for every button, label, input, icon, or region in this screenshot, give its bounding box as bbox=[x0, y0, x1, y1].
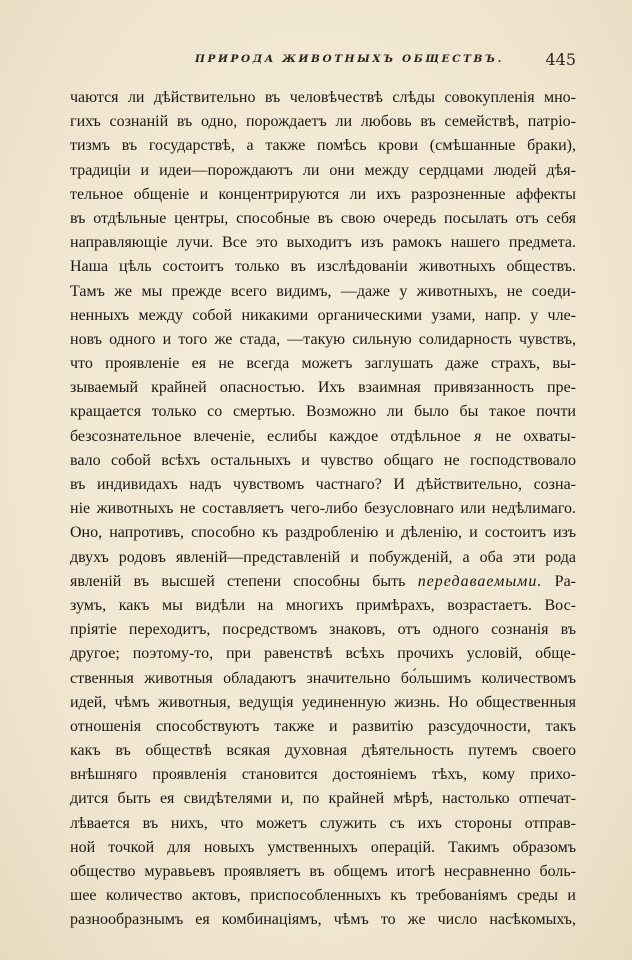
text-line: новъ одного и того же стада, —такую сильную солидарность чувствъ, bbox=[70, 330, 576, 348]
text-line: вало собой всѣхъ остальныхъ и чувство общаго не господствовало bbox=[70, 451, 576, 469]
text-line: лѣвается въ нихъ, что можетъ служить съ ихъ стороны отправ- bbox=[70, 814, 576, 832]
text-line: пріятіе переходитъ, посредствомъ знаковъ, отъ одного сознанія въ bbox=[70, 621, 576, 639]
text-line: внѣшняго проявленія становится достояніемъ тѣхъ, кому прихо- bbox=[70, 766, 576, 784]
running-title: ПРИРОДА ЖИВОТНЫХЪ ОБЩЕСТВЪ. bbox=[195, 53, 504, 65]
text-line: чаются ли дѣйствительно въ человѣчествѣ слѣды совокупленія мно- bbox=[70, 89, 576, 106]
text-line: ненныхъ между собой никакими органическими узами, напр. у чле- bbox=[70, 306, 576, 324]
text-line: шее количество актовъ, приспособленныхъ къ требованіямъ среды и bbox=[70, 887, 576, 905]
text-line: ной точкой для новыхъ умственныхъ операцій. Такимъ образомъ bbox=[70, 838, 576, 856]
text-line: какъ въ обществѣ всякая духовная дѣятельность путемъ своего bbox=[70, 742, 576, 760]
text-line: другое; поэтому-то, при равенствѣ всѣхъ прочихъ условій, обще- bbox=[70, 645, 576, 663]
text-line: отношенія способствуютъ также и развитію разсудочности, такъ bbox=[70, 717, 576, 735]
emphasized-word: передаваемыми. bbox=[417, 572, 543, 590]
running-header bbox=[70, 50, 576, 72]
text-line: общество муравьевъ проявляетъ въ общемъ итогѣ несравненно боль- bbox=[70, 863, 576, 880]
text-line: въ индивидахъ надъ чувствомъ частнаго? И дѣйствительно, созна- bbox=[70, 476, 576, 493]
text-line: въ отдѣльные центры, способные въ свою очередь посылать отъ себя bbox=[70, 209, 576, 227]
emphasized-word: я bbox=[460, 427, 496, 445]
text-line: безсознательное влеченіе, еслибы каждое отдѣльное я не охваты- bbox=[70, 427, 577, 445]
text-line: ственныя животныя обладаютъ значительно бо́льшимъ количествомъ bbox=[70, 669, 576, 687]
text-line: Тамъ же мы прежде всего видимъ, —даже у животныхъ, не соеди- bbox=[70, 282, 576, 300]
text-line: традиціи и идеи—порождаютъ ли они между сердцами людей дѣя- bbox=[70, 161, 576, 179]
text-line: что проявленіе ея не всегда можетъ заглушать даже страхъ, вы- bbox=[70, 355, 576, 373]
text-line: явленій въ высшей степени способны быть передаваемыми. Ра- bbox=[70, 572, 577, 590]
text-line: Оно, напротивъ, способно къ раздробленію и дѣленію, и состоитъ изъ bbox=[70, 524, 576, 542]
text-line: кращается только со смертью. Возможно ли было бы такое почти bbox=[70, 403, 576, 421]
text-line: зумъ, какъ мы видѣли на многихъ примѣрахъ, возрастаетъ. Вос- bbox=[70, 596, 576, 614]
text-line: двухъ родовъ явленій—представленій и побужденій, а оба эти рода bbox=[70, 548, 576, 566]
text-line: Наша цѣль состоитъ только въ изслѣдованіи животныхъ обществъ. bbox=[70, 258, 576, 276]
page-number: 445 bbox=[545, 50, 576, 69]
text-line: разнообразнымъ ея комбинаціямъ, чѣмъ то же число насѣкомыхъ, bbox=[70, 911, 576, 929]
text-line: ніе животныхъ не составляетъ чего-либо безусловнаго или недѣлимаго. bbox=[70, 500, 576, 518]
text-line: идей, чѣмъ животныя, ведущія уединенную жизнь. Но общественныя bbox=[70, 693, 576, 711]
text-line: дится быть ея свидѣтелями и, по крайней мѣрѣ, настолько отпечат- bbox=[70, 790, 576, 808]
text-line: направляющіе лучи. Все это выходитъ изъ рамокъ нашего предмета. bbox=[70, 234, 576, 252]
body-text bbox=[70, 86, 576, 933]
text-line: тельное общеніе и концентрируются ли ихъ разрозненные аффекты bbox=[70, 185, 576, 203]
text-line: тизмъ въ государствѣ, а также помѣсь крови (смѣшанные браки), bbox=[70, 137, 576, 155]
text-line: зываемый крайней опасностью. Ихъ взаимная привязанность пре- bbox=[70, 379, 576, 397]
text-line: гихъ сознаній въ одно, порождаетъ ли любовь въ семействѣ, патріо- bbox=[70, 113, 576, 131]
